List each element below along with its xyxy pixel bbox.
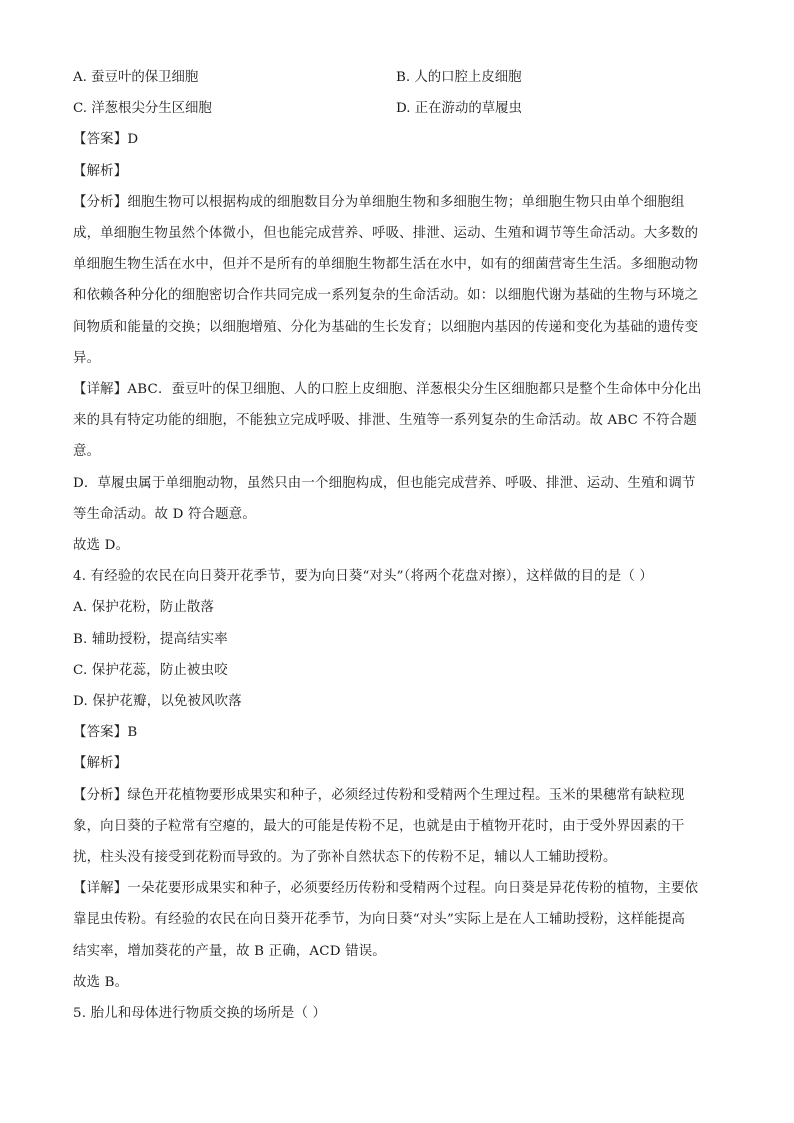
q4-analysis-line: 象，向日葵的子粒常有空瘪的，最大的可能是传粉不足，也就是由于植物开花时，由于受外界因素的干 [73,818,685,834]
q3-detail-line: 来的具有特定功能的细胞，不能独立完成呼吸、排泄、生殖等一系列复杂的生命活动。故 ABC 不符合题 [73,413,697,429]
q4-detail-line: 故选 B。 [73,974,129,990]
q4-detail-line: 靠昆虫传粉。有经验的农民在向日葵开花季节，为向日葵“对头”实际上是在人工辅助授粉，这样能提高 [73,912,686,928]
q4-analysis-line: 【分析】绿色开花植物要形成果实和种子，必须经过传粉和受精两个生理过程。玉米的果穗常有缺粒现 [73,787,685,803]
q4-answer: 【答案】B [73,725,138,741]
q4-jiexi-heading: 【解析】 [73,756,128,772]
q4-detail-line: 【详解】一朵花要形成果实和种子，必须要经历传粉和受精两个过程。向日葵是异花传粉的植物，主要依 [73,881,699,897]
q3-option-c: C. 洋葱根尖分生区细胞 [73,101,212,117]
q3-option-a: A. 蚕豆叶的保卫细胞 [73,70,199,85]
q3-analysis-line: 和依赖各种分化的细胞密切合作共同完成一系列复杂的生命活动。如：以细胞代谢为基础的生物与环境之 [73,288,699,304]
q3-analysis-line: 异。 [73,350,101,366]
q3-options-row-1 [73,62,723,93]
q3-analysis-line: 单细胞生物生活在水中，但并不是所有的单细胞生物都生活在水中，如有的细菌营寄生生活。多细胞动物 [73,257,699,273]
q3-jiexi-heading: 【解析】 [73,163,128,179]
q3-analysis-line: 【分析】细胞生物可以根据构成的细胞数目分为单细胞生物和多细胞生物；单细胞生物只由单个细胞组 [73,194,685,210]
q3-detail-line: 【详解】ABC．蚕豆叶的保卫细胞、人的口腔上皮细胞、洋葱根尖分生区细胞都只是整个生命体中分化出 [73,382,702,398]
q3-detail-line: D．草履虫属于单细胞动物，虽然只由一个细胞构成，但也能完成营养、呼吸、排泄、运动、生殖和调节 [73,475,696,491]
q3-detail-line: 故选 D。 [73,538,130,554]
q4-analysis-line: 扰，柱头没有接受到花粉而导致的。为了弥补自然状态下的传粉不足，辅以人工辅助授粉。 [73,850,617,866]
q3-analysis [73,187,723,374]
q4-option-c: C. 保护花蕊，防止被虫咬 [73,662,228,678]
q3-option-d: D. 正在游动的草履虫 [396,101,522,117]
q5-stem: 5. 胎儿和母体进行物质交换的场所是（ ） [73,1006,327,1022]
q4-detail-line: 结实率，增加葵花的产量，故 B 正确，ACD 错误。 [73,943,386,959]
q3-analysis-line: 间物质和能量的交换；以细胞增殖、分化为基础的生长发育；以细胞内基因的传递和变化为基础的遗传变 [73,319,699,335]
q4-option-d: D. 保护花瓣，以免被风吹落 [73,694,242,710]
q3-detail-line: 意。 [73,444,101,460]
q4-stem: 4. 有经验的农民在向日葵开花季节，要为向日葵“对头”（将两个花盘对擦），这样做的目的是（ ） [73,569,653,585]
q4-option-a: A. 保护花粉，防止散落 [73,600,215,616]
document-page [73,62,723,1029]
q4-detail [73,873,723,998]
q3-option-b: B. 人的口腔上皮细胞 [396,70,522,85]
q3-detail [73,374,723,561]
q3-answer: 【答案】D [73,132,139,148]
q3-options-row-2 [73,93,723,124]
q4-option-b: B. 辅助授粉，提高结实率 [73,631,228,647]
q4-analysis [73,780,723,874]
q3-detail-line: 等生命活动。故 D 符合题意。 [73,506,256,522]
q3-analysis-line: 成，单细胞生物虽然个体微小，但也能完成营养、呼吸、排泄、运动、生殖和调节等生命活动。大多数的 [73,226,699,242]
